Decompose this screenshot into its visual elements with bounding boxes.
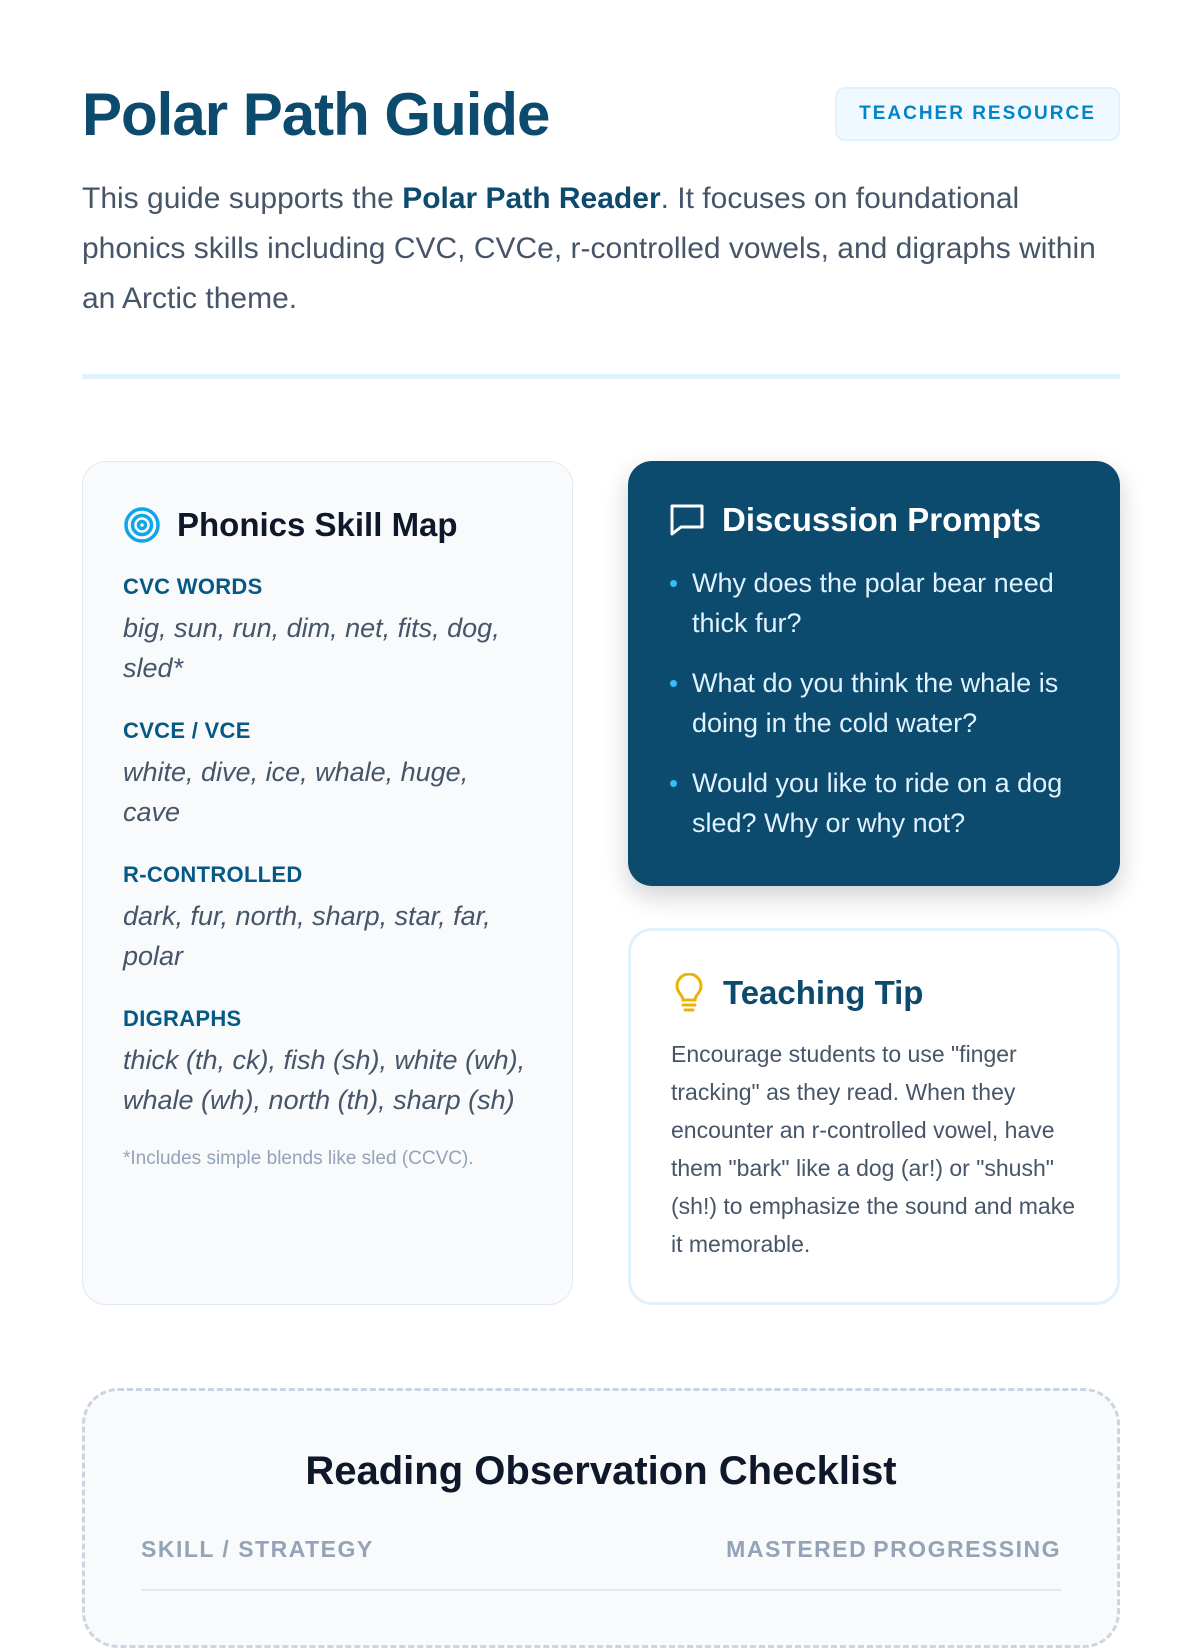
skill-heading: DIGRAPHS (123, 1006, 242, 1031)
discussion-prompts-card (628, 461, 1120, 886)
card-title: Teaching Tip (723, 974, 924, 1011)
footnote: *Includes simple blends like sled (CCVC). (123, 1148, 474, 1169)
skill-section (123, 718, 532, 832)
skill-heading: CVCE / VCE (123, 718, 251, 743)
prompt-item: Would you like to ride on a dog sled? Why or why not? (668, 763, 1080, 843)
teaching-tip-card (628, 928, 1120, 1305)
skill-section (123, 574, 532, 688)
skill-section (123, 1006, 532, 1120)
prompt-item: Why does the polar bear need thick fur? (668, 563, 1080, 643)
reading-observation-checklist (82, 1388, 1120, 1648)
intro-text: . It focuses on foundational phonics skills including CVC, CVCe, r-controlled vowels, and digraphs within an Arctic theme. (82, 182, 1096, 315)
skill-words: big, sun, run, dim, net, fits, dog, sled* (123, 613, 500, 683)
intro-text: This guide supports the (82, 182, 403, 215)
intro-paragraph (82, 174, 1112, 324)
column-header-mastered: MASTERED (726, 1536, 868, 1562)
column-header-progressing: PROGRESSING (873, 1536, 1061, 1562)
skill-heading: R-CONTROLLED (123, 862, 303, 887)
checklist-header (141, 1536, 1061, 1591)
divider (82, 374, 1120, 379)
teacher-resource-badge: TEACHER RESOURCE (835, 87, 1120, 141)
skill-words: thick (th, ck), fish (sh), white (wh), whale (wh), north (th), sharp (sh) (123, 1045, 526, 1115)
page-title: Polar Path Guide (82, 81, 550, 148)
skill-words: white, dive, ice, whale, huge, cave (123, 757, 469, 827)
tip-text: Encourage students to use "finger tracking" as they read. When they encounter an r-controlled vowel, have them "bark" like a dog (ar!) or "shush" (sh!) to emphasize the sound and make it memorable. (671, 1041, 1076, 1257)
card-title: Discussion Prompts (722, 501, 1042, 538)
checklist-title: Reading Observation Checklist (305, 1449, 897, 1493)
prompt-item: What do you think the whale is doing in the cold water? (668, 663, 1080, 743)
skill-heading: CVC WORDS (123, 574, 263, 599)
reader-name: Polar Path Reader (402, 182, 661, 215)
column-header-skill: SKILL / STRATEGY (141, 1536, 374, 1562)
target-icon (123, 506, 161, 544)
speech-bubble-icon (668, 501, 706, 539)
lightbulb-icon (671, 973, 707, 1013)
phonics-skill-map-card (82, 461, 573, 1305)
skill-section (123, 862, 532, 976)
card-title: Phonics Skill Map (177, 506, 458, 543)
skill-words: dark, fur, north, sharp, star, far, polar (123, 901, 491, 971)
